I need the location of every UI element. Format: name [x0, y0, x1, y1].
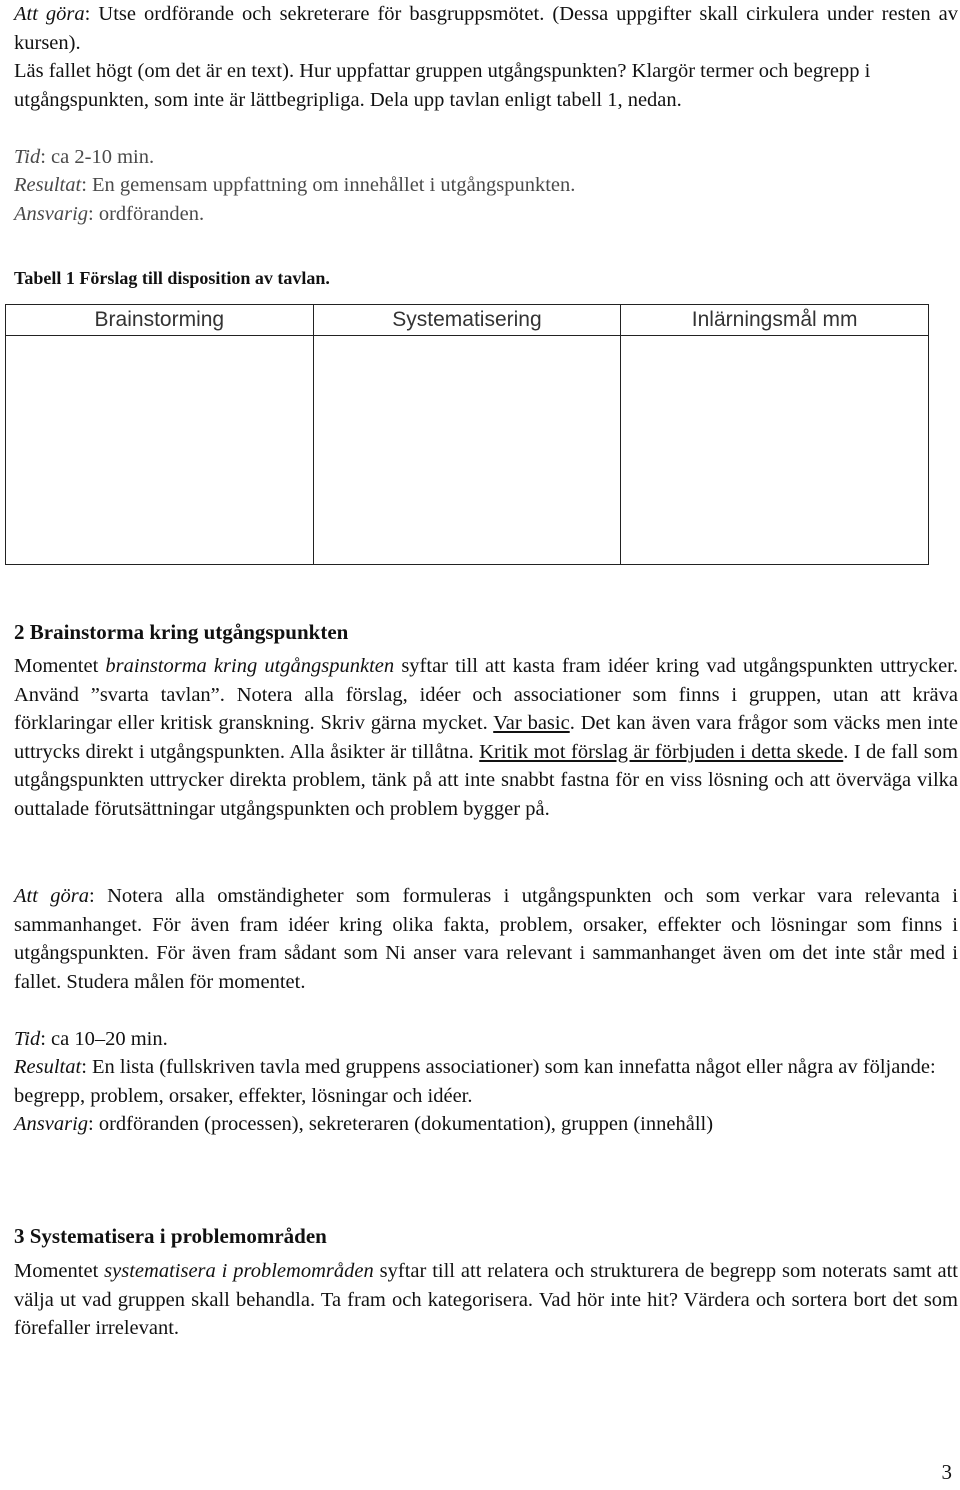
board-layout-table	[5, 304, 929, 565]
s2-ansvarig-label: Ansvarig	[14, 1113, 89, 1135]
ansvarig-label: Ansvarig	[14, 203, 89, 225]
table-cell-systematisering	[313, 336, 621, 565]
s2-text-d: . I de fall som utgångspunkten uttrycker direkta problem, tänk på att inte snabbt fastna för en viss lösning och att överväga vilka outtalade förutsättningar utgångspunkten och problem bygger på.	[14, 740, 958, 820]
intro-resultat	[14, 171, 958, 200]
att-gora-text: : Utse ordförande och sekreterare för basgruppsmötet. (Dessa uppgifter skall cirkulera under resten av kursen).	[14, 3, 958, 54]
tid-text: : ca 2-10 min.	[40, 146, 155, 168]
s2-resultat-label: Resultat	[14, 1056, 82, 1078]
section-2-ansvarig	[14, 1110, 958, 1139]
s2-emphasis: brainstorma kring utgångspunkten	[105, 655, 395, 677]
table-cell-brainstorming	[6, 336, 314, 565]
section-2-tid	[14, 1025, 958, 1054]
att-gora-label: Att göra	[14, 3, 85, 25]
intro-att-gora	[14, 0, 958, 57]
page-number: 3	[941, 1460, 952, 1484]
tid-label: Tid	[14, 146, 41, 168]
section-2-heading: 2 Brainstorma kring utgångspunkten	[14, 620, 349, 644]
s2-ansvarig-text: : ordföranden (processen), sekreteraren (dokumentation), gruppen (innehåll)	[88, 1113, 714, 1135]
table-header-row	[6, 305, 929, 336]
s2-tid-text: : ca 10–20 min.	[40, 1028, 168, 1050]
s2-underline-var-basic: Var basic	[493, 712, 570, 734]
intro-ansvarig	[14, 200, 958, 229]
s2-att-gora-label: Att göra	[14, 885, 90, 907]
s2-text-b: syftar till att kasta fram idéer kring vad utgångspunkten uttrycker. Använd ”svarta tavlan”. Notera alla förslag, idéer och associationer som finns i gruppen, utan att kräva förklaringar eller kritisk granskning. Skriv gärna mycket.	[14, 655, 959, 734]
s3-emphasis: systematisera i problemområden	[104, 1260, 374, 1282]
section-2-att-gora	[14, 882, 958, 996]
intro-tid	[14, 143, 958, 172]
table-header-brainstorming: Brainstorming	[6, 305, 314, 336]
ansvarig-text: : ordföranden.	[88, 203, 205, 225]
table-caption: Tabell 1 Förslag till disposition av tavlan.	[14, 268, 330, 288]
s2-tid-label: Tid	[14, 1028, 41, 1050]
s2-underline-kritik: Kritik mot förslag är förbjuden i detta skede	[479, 740, 844, 763]
section-2-resultat	[14, 1053, 958, 1110]
resultat-label: Resultat	[14, 174, 82, 196]
table-header-systematisering: Systematisering	[313, 305, 621, 336]
section-3-heading: 3 Systematisera i problemområden	[14, 1224, 327, 1248]
table-body-row	[6, 336, 929, 565]
s3-text-b: syftar till att relatera och strukturera de begrepp som noterats samt att välja ut vad gruppen skall behandla. Ta fram och kategorisera. Vad hör inte hit? Värdera och sortera bort det som förefaller irrelevant.	[14, 1260, 959, 1339]
s3-text-a: Momentet	[14, 1260, 105, 1282]
s2-resultat-text: : En lista (fullskriven tavla med gruppens associationer) som kan innefatta något eller några av följande: begrepp, problem, orsaker, effekter, lösningar och idéer.	[14, 1056, 936, 1107]
s2-text-a: Momentet	[14, 655, 106, 677]
table-header-inlarningsmal: Inlärningsmål mm	[621, 305, 929, 336]
section-2-paragraph	[14, 652, 958, 823]
resultat-text: : En gemensam uppfattning om innehållet i utgångspunkten.	[81, 174, 576, 196]
intro-instructions: Läs fallet högt (om det är en text). Hur uppfattar gruppen utgångspunkten? Klargör termer och begrepp i utgångspunkten, som inte är lättbegripliga. Dela upp tavlan enligt tabell 1, nedan.	[14, 60, 871, 111]
s2-att-gora-text: : Notera alla omständigheter som formuleras i utgångspunkten och som verkar vara relevanta i sammanhanget. För även fram idéer kring olika fakta, problem, orsaker, effekter och lösningar som finns i utgångspunkten. För även fram sådant som Ni anser vara relevant i sammanhanget även om det inte står med i fallet. Studera målen för momentet.	[14, 885, 958, 993]
table-cell-inlarningsmal	[621, 336, 929, 565]
s2-text-c: . Det kan även vara frågor som väcks men inte uttrycks direkt i utgångspunkten. Alla åsikter är tillåtna.	[14, 712, 958, 763]
section-3-paragraph	[14, 1257, 958, 1343]
